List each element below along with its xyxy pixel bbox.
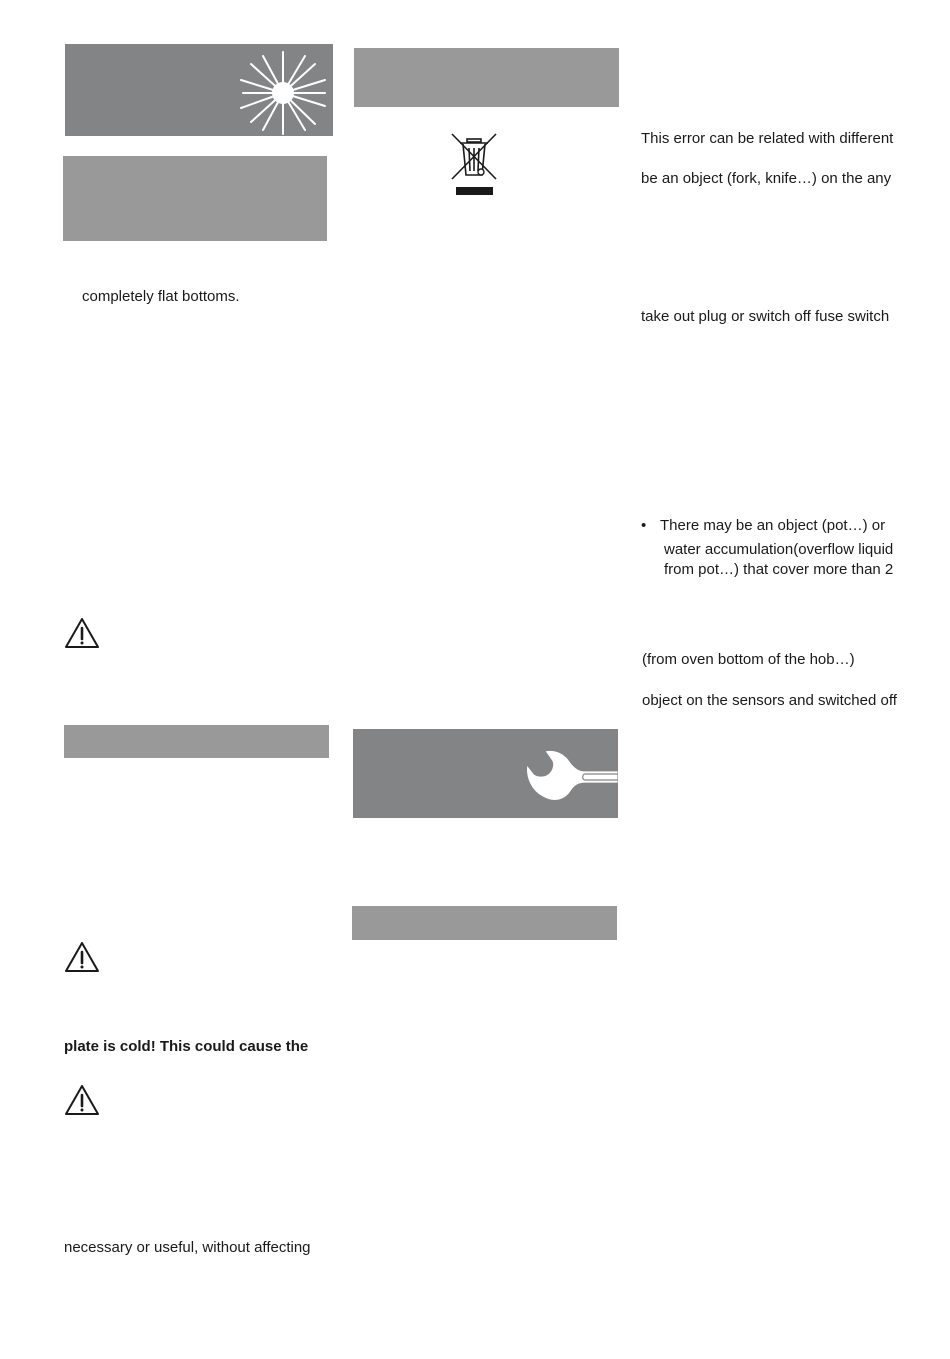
object-sensors-text: object on the sensors and switched off — [642, 692, 897, 709]
warning-triangle-icon — [64, 1084, 100, 1116]
warning-triangle-icon — [64, 941, 100, 973]
bullet-line-2: water accumulation(overflow liquid — [664, 541, 894, 558]
left-header-banner — [65, 44, 333, 136]
error-related-text: This error can be related with different — [641, 130, 894, 147]
from-oven-text: (from oven bottom of the hob…) — [642, 651, 855, 668]
crossed-out-bin-icon — [450, 131, 498, 197]
left-subheader-banner — [63, 156, 327, 241]
take-out-plug-text: take out plug or switch off fuse switch — [641, 308, 890, 325]
necessary-useful-text: necessary or useful, without affecting — [64, 1239, 311, 1256]
left-section-bar — [64, 725, 329, 758]
flat-bottoms-text: completely flat bottoms. — [82, 288, 240, 305]
middle-maintenance-banner — [353, 729, 618, 818]
plate-cold-warning-text: plate is cold! This could cause the — [64, 1038, 309, 1055]
object-fork-text: be an object (fork, knife…) on the any — [641, 170, 892, 187]
warning-triangle-icon — [64, 617, 100, 649]
bullet-line-3: from pot…) that cover more than 2 — [664, 561, 894, 578]
middle-section-bar — [352, 906, 617, 940]
wrench-icon — [525, 747, 618, 809]
middle-header-banner — [354, 48, 619, 107]
bullet-marker: • — [641, 517, 647, 534]
bullet-line-1: There may be an object (pot…) or — [660, 517, 886, 534]
starburst-icon — [237, 50, 329, 136]
